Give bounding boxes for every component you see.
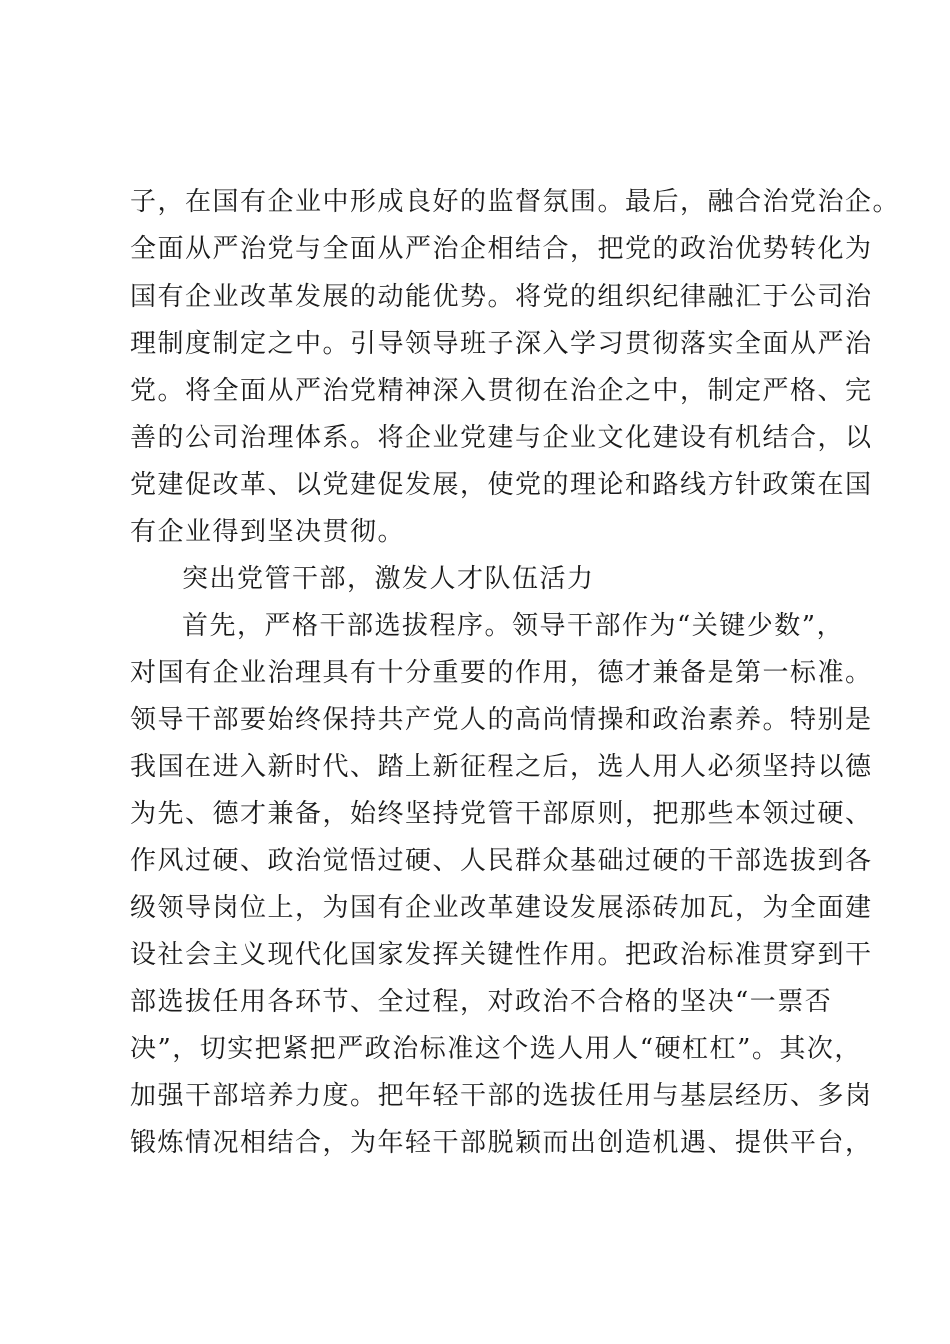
text-line: 我国在进入新时代、踏上新征程之后，选人用人必须坚持以德	[130, 752, 873, 782]
text-line: 理制度制定之中。引导领导班子深入学习贯彻落实全面从严治	[130, 329, 873, 359]
text-line: 为先、德才兼备，始终坚持党管干部原则，把那些本领过硬、	[130, 799, 873, 829]
text-line: 级领导岗位上，为国有企业改革建设发展添砖加瓦，为全面建	[130, 893, 873, 923]
text-line: 子，在国有企业中形成良好的监督氛围。最后，融合治党治企。	[130, 187, 901, 217]
text-line: 决”，切实把紧把严政治标准这个选人用人“硬杠杠”。其次，	[130, 1034, 862, 1064]
text-line: 国有企业改革发展的动能优势。将党的组织纪律融汇于公司治	[130, 282, 873, 312]
text-line: 锻炼情况相结合，为年轻干部脱颖而出创造机遇、提供平台，	[130, 1128, 873, 1158]
text-line: 党建促改革、以党建促发展，使党的理论和路线方针政策在国	[130, 470, 873, 500]
text-line: 全面从严治党与全面从严治企相结合，把党的政治优势转化为	[130, 234, 873, 264]
text-line: 善的公司治理体系。将企业党建与企业文化建设有机结合，以	[130, 423, 873, 453]
text-line: 领导干部要始终保持共产党人的高尚情操和政治素养。特别是	[130, 705, 873, 735]
text-line: 部选拔任用各环节、全过程，对政治不合格的坚决“一票否	[130, 987, 833, 1017]
text-line: 加强干部培养力度。把年轻干部的选拔任用与基层经历、多岗	[130, 1081, 873, 1111]
section-heading: 突出党管干部，激发人才队伍活力	[182, 564, 595, 594]
text-line: 设社会主义现代化国家发挥关键性作用。把政治标准贯穿到干	[130, 940, 873, 970]
text-line: 作风过硬、政治觉悟过硬、人民群众基础过硬的干部选拔到各	[130, 846, 873, 876]
text-line: 党。将全面从严治党精神深入贯彻在治企之中，制定严格、完	[130, 376, 873, 406]
text-line: 有企业得到坚决贯彻。	[130, 517, 406, 547]
paragraph-start: 首先，严格干部选拔程序。领导干部作为“关键少数”，	[182, 611, 845, 641]
text-line: 对国有企业治理具有十分重要的作用，德才兼备是第一标准。	[130, 658, 873, 688]
